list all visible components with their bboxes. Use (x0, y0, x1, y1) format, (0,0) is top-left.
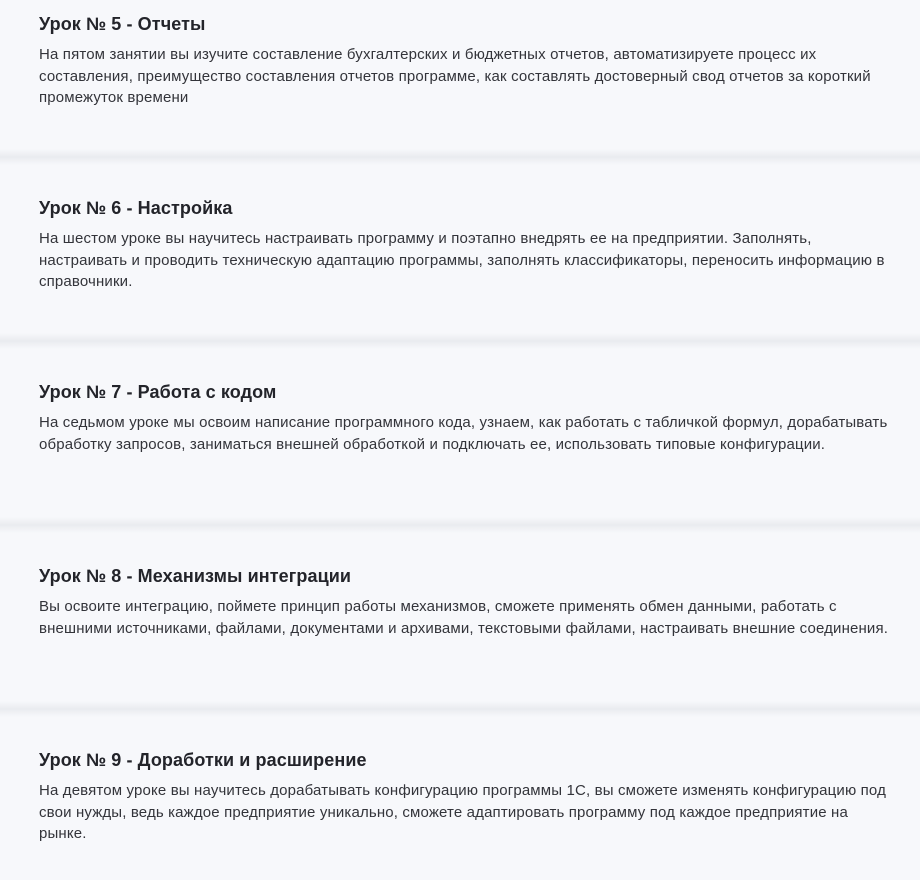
section-divider (0, 701, 920, 717)
lesson-title: Урок № 7 - Работа с кодом (39, 382, 277, 402)
lesson-description: На седьмом уроке мы освоим написание программного кода, узнаем, как работать с табличкой формул, дорабатывать обработку запросов, заниматься внешней обработкой и подключать ее, использовать типовые конфигурации. (39, 414, 888, 453)
lesson-description: На шестом уроке вы научитесь настраивать программу и поэтапно внедрять ее на предприятии. Заполнять, настраивать и проводить техническую адаптацию программы, заполнять классификаторы, переносить информацию в справочники. (39, 230, 885, 290)
lesson-description: Вы освоите интеграцию, поймете принцип работы механизмов, сможете применять обмен данными, работать с внешними источниками, файлами, документами и архивами, текстовыми файлами, настраивать внешние соединения. (39, 598, 889, 637)
section-divider (0, 333, 920, 349)
lesson-description: На пятом занятии вы изучите составление бухгалтерских и бюджетных отчетов, автоматизируете процесс их составления, преимущество составления отчетов программе, как составлять достоверный свод отчетов за короткий промежуток времени (39, 46, 871, 106)
lesson-title: Урок № 9 - Доработки и расширение (39, 750, 367, 770)
lesson-title: Урок № 6 - Настройка (39, 198, 233, 218)
section-divider (0, 517, 920, 533)
lesson-title: Урок № 8 - Механизмы интеграции (39, 566, 352, 586)
lesson-title: Урок № 5 - Отчеты (39, 14, 206, 34)
lesson-description: На девятом уроке вы научитесь дорабатывать конфигурацию программы 1С, вы сможете изменять конфигурацию под свои нужды, ведь каждое предприятие уникально, сможете адаптировать программу под каждое предприятие на рынке. (39, 782, 886, 842)
lesson-item (0, 736, 920, 880)
section-divider (0, 149, 920, 165)
